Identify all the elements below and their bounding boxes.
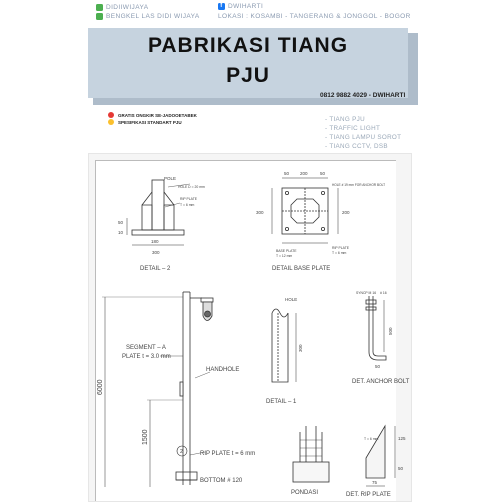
base-dim-3: 50 bbox=[320, 171, 326, 176]
badge-text: GRATIS ONGKIR SE-JADOOETABEK bbox=[118, 112, 197, 118]
lower-height-dim: 1500 bbox=[142, 429, 149, 445]
phone-number[interactable]: 0812 9882 4029 - DWIHARTI bbox=[320, 92, 406, 99]
base-side-dim: 300 bbox=[256, 210, 264, 215]
list-item: - TRAFFIC LIGHT bbox=[325, 125, 381, 132]
list-item: - TIANG PJU bbox=[325, 116, 365, 123]
workshop-name: BENGKEL LAS DIDI WIJAYA bbox=[106, 13, 200, 20]
handhole-label: HANDHOLE bbox=[206, 367, 240, 373]
detail-1-drawing bbox=[272, 309, 296, 382]
instagram-handle: DIDIIWIJAYA bbox=[106, 4, 149, 11]
rib-caption: DET. RIP PLATE bbox=[346, 492, 391, 498]
page-title-line2: PJU bbox=[226, 64, 270, 87]
anchor-bolt-drawing bbox=[366, 296, 386, 360]
base-plate-note: BASE PLATE bbox=[276, 249, 297, 253]
detail2-pole-label: POLE bbox=[164, 176, 177, 181]
base-dim-2: 200 bbox=[300, 171, 308, 176]
segment-label: SEGMENT – A bbox=[126, 345, 166, 351]
height-dim: 6000 bbox=[97, 379, 104, 395]
detail2-hole-label: HOLE D = 20 mm bbox=[178, 185, 205, 189]
base-rib-note: RIP PLATE bbox=[332, 246, 350, 250]
detail2-left2-dim: 10 bbox=[118, 230, 124, 235]
foundation-drawing bbox=[293, 426, 329, 482]
base-plate-drawing bbox=[272, 178, 338, 243]
detail2-inner-dim: 180 bbox=[151, 239, 159, 244]
base-plate-t: T = 12 mm bbox=[276, 254, 293, 258]
facebook-name: DWIHARTI bbox=[228, 3, 264, 10]
rib-dim3: 75 bbox=[372, 480, 378, 485]
detail2-caption: DETAIL – 2 bbox=[140, 266, 171, 272]
rib-dim2: 50 bbox=[398, 466, 404, 471]
rib-thickness: T = 6 mm bbox=[364, 437, 379, 441]
anchor-nut-label: SYNCP M 16 bbox=[356, 291, 377, 295]
facebook-icon: f bbox=[218, 3, 225, 10]
anchor-top-label: # 16 bbox=[380, 291, 387, 295]
location-text: LOKASI : KOSAMBI - TANGERANG & JONGGOL - BOGOR bbox=[218, 13, 411, 20]
list-item: - TIANG LAMPU SOROT bbox=[325, 134, 402, 141]
rib-plate-note: RIP PLATE t = 6 mm bbox=[200, 451, 256, 457]
base-anchor-note: HOLE # 19 mm FOR ANCHOR BOLT bbox=[332, 183, 386, 187]
detail2-rib-label: RIP PLATE bbox=[180, 197, 198, 201]
base-plate-caption: DETAIL BASE PLATE bbox=[272, 266, 331, 272]
detail-2-drawing bbox=[127, 180, 190, 245]
detail2-width-dim: 300 bbox=[152, 250, 160, 255]
base-side2-dim: 200 bbox=[342, 210, 350, 215]
bottom-note: BOTTOM # 120 bbox=[200, 478, 243, 484]
badge-text: SPESIFIKASI STANDART PJU bbox=[118, 119, 182, 125]
anchor-dim: 500 bbox=[388, 327, 393, 335]
detail2-rib-t: T = 6 mm bbox=[180, 203, 195, 207]
anchor-dim2: 50 bbox=[375, 364, 381, 369]
detail1-hole-label: HOLE bbox=[285, 297, 298, 302]
plate-thickness-label: PLATE t = 3.0 mm bbox=[122, 354, 171, 360]
anchor-caption: DET. ANCHOR BOLT bbox=[352, 379, 410, 385]
detail1-dim: 300 bbox=[298, 344, 303, 352]
rib-plate-drawing bbox=[366, 426, 395, 486]
pondasi-caption: PONDASI bbox=[291, 490, 319, 496]
detail1-caption: DETAIL – 1 bbox=[266, 399, 297, 405]
base-dim-1: 50 bbox=[284, 171, 290, 176]
list-item: - TIANG CCTV, DSB bbox=[325, 143, 388, 150]
rib-dim1: 125 bbox=[398, 436, 406, 441]
circle-marker: 2 bbox=[180, 449, 183, 455]
cctv-camera-drawing bbox=[201, 298, 213, 321]
pole-elevation-drawing bbox=[102, 292, 210, 487]
base-rib-t: T = 6 mm bbox=[332, 251, 347, 255]
detail2-left-dim: 50 bbox=[118, 220, 124, 225]
page-title-line1: PABRIKASI TIANG bbox=[147, 34, 349, 57]
